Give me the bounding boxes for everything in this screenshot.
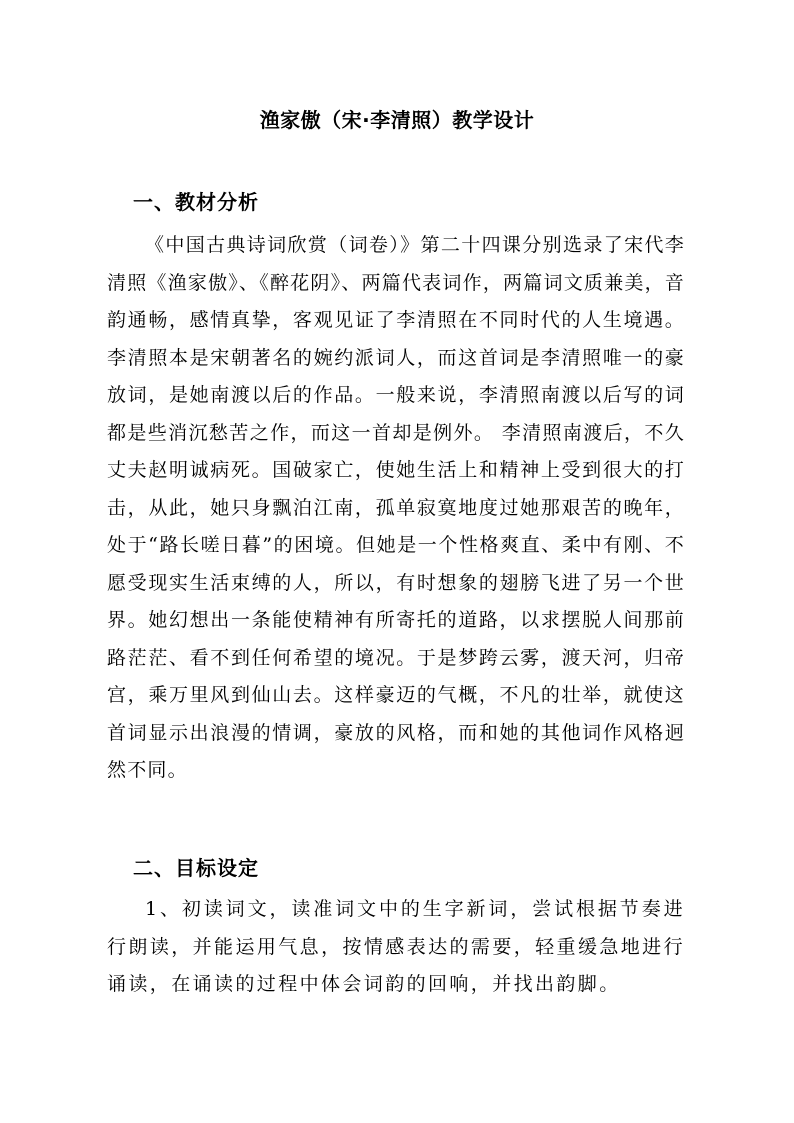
section-heading-textbook-analysis: 一、教材分析 [133,190,259,214]
goal-item-1: 1、初读词文，读准词文中的生字新词，尝试根据节奏进行朗读，并能运用气息，按情感表达的需要，轻重缓急地进行诵读，在诵读的过程中体会词韵的回响，并找出韵脚。 [107,898,685,995]
document-title: 渔家傲（宋·李清照）教学设计 [259,108,535,132]
section-body-textbook-analysis: 《中国古典诗词欣赏（词卷）》第二十四课分别选录了宋代李清照《渔家傲》、《醉花阴》、两篇代表词作，两篇词文质兼美，音韵通畅，感情真挚，客观见证了李清照在不同时代的人生境遇。李清照本是宋朝著名的婉约派词人，而这首词是李清照唯一的豪放词，是她南渡以后的作品。一般来说，李清照南渡以后写的词都是些消沉愁苦之作，而这一首却是例外。 李清照南渡后，不久丈夫赵明诚病死。国破家亡，使她生活上和精神上受到很大的打击，从此，她只身飘泊江南，孤单寂寞地度过她那艰苦的晚年，处于“路长嗟日暮”的困境。但她是一个性格爽直、柔中有刚、不愿受现实生活束缚的人，所以，有时想象的翅膀飞进了另一个世界。她幻想出一条能使精神有所寄托的道路，以求摆脱人间那前路茫茫、看不到任何希望的境况。于是梦跨云雾，渡天河，归帝宫，乘万里风到仙山去。这样豪迈的气概，不凡的壮举，就使这首词显示出浪漫的情调，豪放的风格，而和她的其他词作风格迥然不同。 [107,234,685,781]
section-heading-goals: 二、目标设定 [133,856,259,880]
